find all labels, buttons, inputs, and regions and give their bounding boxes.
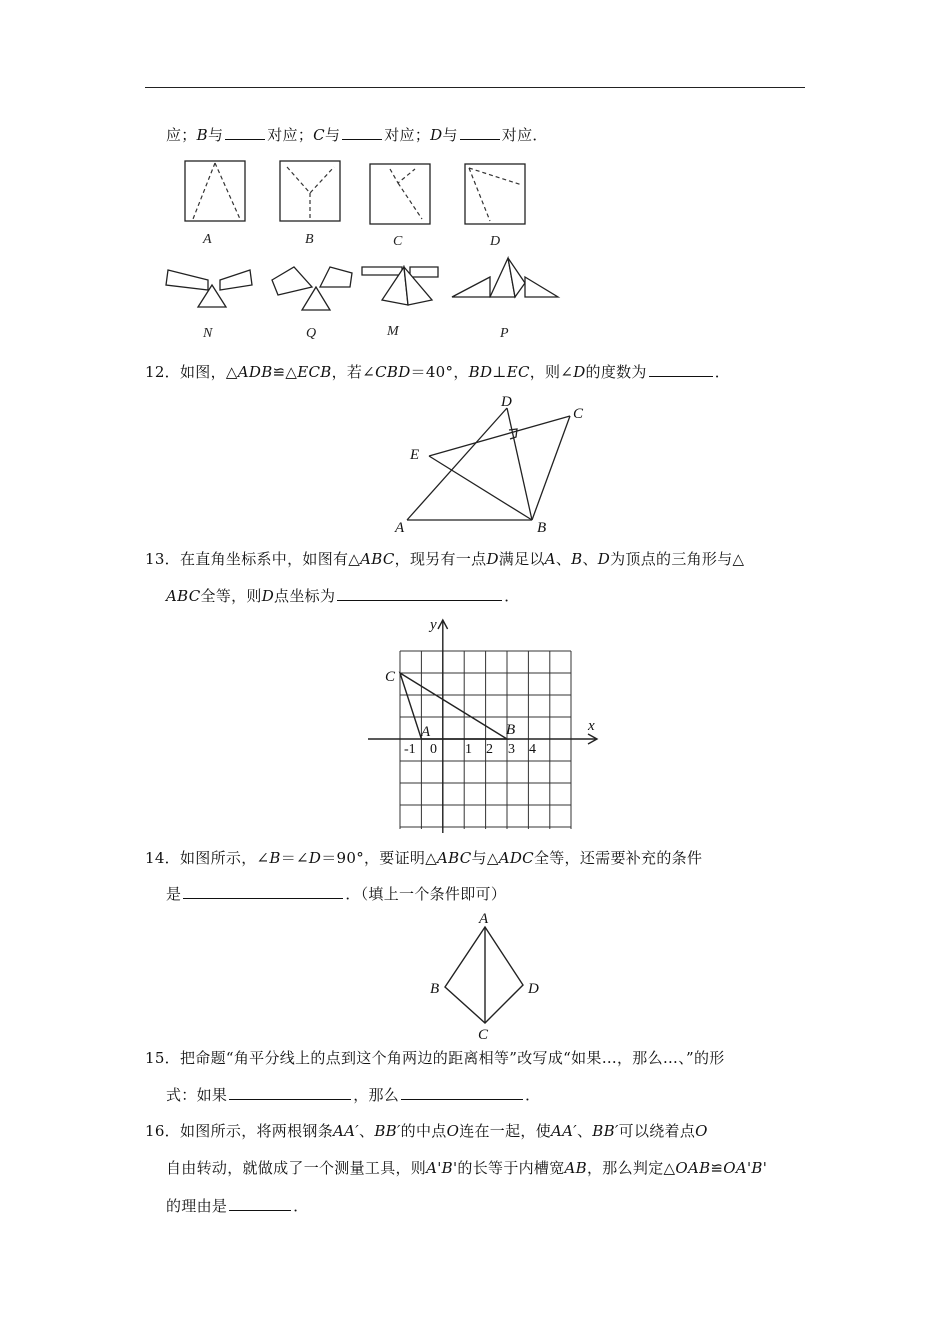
q14-l1e: 全等，还需要补充的条件 (533, 849, 703, 867)
q13-number: 13． (145, 550, 180, 568)
square-label-b: B (305, 232, 314, 247)
q12-label-e: E (410, 447, 420, 463)
q16-v6: O (695, 1122, 708, 1140)
q16-l1b: 、 (359, 1122, 375, 1140)
q12-t7: 的度数为 (585, 363, 647, 381)
q15-end: ． (525, 1086, 541, 1104)
q15-blank-then[interactable] (401, 1084, 523, 1100)
q13-label-c: C (385, 669, 396, 685)
q15-number: 15． (145, 1049, 180, 1067)
q16-v1: AA′ (333, 1122, 359, 1140)
q12-label-a: A (395, 520, 405, 536)
q14-line2 (166, 883, 506, 904)
q13-l2a: 全等，则 (200, 587, 262, 605)
q14-l1c: ＝90°，要证明△ (321, 849, 438, 867)
q14-v2: D (308, 849, 322, 867)
q14-v3: ABC (437, 849, 472, 867)
q13-label-a: A (421, 724, 431, 740)
q16-l3a: 的理由是 (166, 1197, 228, 1215)
q14-figure (420, 905, 550, 1045)
q16-v5: BB′ (592, 1122, 619, 1140)
q13-l2v2: D (261, 587, 275, 605)
q12-end: ． (714, 363, 731, 381)
q12-answer-blank[interactable] (649, 361, 713, 377)
q13-tick-3: 3 (508, 742, 515, 757)
q11-b-text: 与 (207, 126, 224, 144)
square-label-d: D (490, 234, 501, 249)
q11-c-after: 对应； (384, 126, 431, 144)
shape-label-m: M (387, 324, 399, 339)
q14-v4: ADC (498, 849, 534, 867)
q11-figure (160, 155, 570, 345)
q13-tick-2: 2 (486, 742, 493, 757)
q16-answer-blank[interactable] (229, 1195, 291, 1211)
q13-l1v3: A (544, 550, 556, 568)
q14-l2b: ．（填上一个条件即可） (345, 885, 507, 903)
square-d (465, 164, 525, 224)
q13-line2 (166, 585, 520, 606)
q15-line2 (166, 1084, 540, 1105)
q15-l2b: ，那么 (353, 1086, 400, 1104)
q16-l1c: 的中点 (400, 1122, 447, 1140)
q13-l1c: 满足以 (498, 550, 545, 568)
q16-l2b: 的长等于内槽宽 (457, 1159, 565, 1177)
q12-label-d: D (501, 394, 512, 410)
q12-text (145, 361, 730, 382)
q15-line1 (145, 1048, 725, 1068)
q13-y-label: y (430, 617, 437, 633)
q14-l1d: 与△ (471, 849, 499, 867)
q16-end: ． (293, 1197, 309, 1215)
q16-l1e: 、 (576, 1122, 593, 1140)
q13-graph (368, 615, 603, 835)
q11-prefix: 应； (166, 126, 197, 144)
q13-l2b: 点坐标为 (274, 587, 336, 605)
q13-l1f: 为顶点的三角形与△ (610, 550, 745, 568)
q14-line1 (145, 848, 702, 868)
q11-blank-c[interactable] (342, 124, 382, 140)
shape-label-q: Q (306, 326, 317, 341)
q16-l2c: ，那么判定△ (587, 1159, 676, 1177)
square-a (185, 161, 245, 221)
q16-l2a: 自由转动，就做成了一个测量工具，则 (166, 1159, 427, 1177)
q14-l1a: 如图所示，∠ (180, 849, 270, 867)
shape-label-p: P (500, 326, 509, 341)
q14-l1b: ＝∠ (280, 849, 309, 867)
q11-d-after: 对应． (501, 126, 548, 144)
q16-l1d: 连在一起，使 (459, 1122, 551, 1140)
q11-blank-b[interactable] (225, 124, 265, 140)
q15-l2a: 式：如果 (166, 1086, 228, 1104)
q12-t4: ＝40°， (410, 363, 469, 381)
q16-v9: OAB (675, 1159, 711, 1177)
q13-line1 (145, 549, 744, 569)
q12-v1: ADB (237, 363, 273, 381)
q16-line2 (166, 1158, 767, 1178)
q13-l1v5: D (597, 550, 611, 568)
q16-l1a: 如图所示，将两根钢条 (180, 1122, 334, 1140)
q13-l1v2: D (486, 550, 499, 568)
q11-c-text: 与 (324, 126, 341, 144)
q15-blank-if[interactable] (229, 1084, 351, 1100)
q14-label-b: B (430, 981, 440, 997)
q13-l1v1: ABC (360, 550, 395, 568)
q13-tick-4: 4 (529, 742, 536, 757)
q16-v8: AB (564, 1159, 587, 1177)
q12-label-c: C (573, 406, 584, 422)
q11-d-var: D (430, 126, 443, 144)
q15-l1: 把命题“角平分线上的点到这个角两边的距离相等”改写成“如果…，那么…、”的形 (180, 1049, 725, 1067)
q11-blank-d[interactable] (460, 124, 500, 140)
q11-c-var: C (313, 126, 325, 144)
q13-l2v1: ABC (166, 587, 201, 605)
q12-v3: CBD (375, 363, 411, 381)
q14-l2a: 是 (166, 885, 182, 903)
q13-tick-1: 1 (465, 742, 472, 757)
q12-figure (385, 392, 595, 537)
q13-end: ． (504, 587, 520, 605)
q11-d-text: 与 (442, 126, 458, 144)
q14-label-d: D (528, 981, 539, 997)
q13-tick-0: 0 (430, 742, 437, 757)
q14-label-c: C (478, 1027, 489, 1043)
header-rule (145, 87, 805, 88)
q12-label-b: B (537, 520, 547, 536)
q12-t6: ，则∠ (529, 363, 574, 381)
q12-v4: BD (468, 363, 493, 381)
q16-number: 16． (145, 1122, 180, 1140)
q14-answer-blank[interactable] (183, 883, 343, 899)
q16-l1f: 可以绕着点 (618, 1122, 696, 1140)
q16-v4: AA′ (551, 1122, 577, 1140)
q13-answer-blank[interactable] (337, 585, 502, 601)
q16-line1 (145, 1121, 708, 1141)
q16-v7: A'B' (426, 1159, 458, 1177)
q11-b-after: 对应； (267, 126, 314, 144)
q16-v2: BB′ (374, 1122, 401, 1140)
q13-l1e: 、 (582, 550, 598, 568)
q12-v6: D (573, 363, 586, 381)
q12-number: 12． (145, 363, 180, 381)
shape-label-n: N (203, 326, 213, 341)
q13-label-b: B (506, 722, 516, 738)
q12-t3: ，若∠ (331, 363, 376, 381)
q13-l1v4: B (571, 550, 583, 568)
square-label-c: C (393, 234, 403, 249)
q11-text (166, 124, 548, 145)
q16-line3 (166, 1195, 309, 1216)
q12-t2: ≌△ (272, 363, 298, 381)
q12-t5: ⊥ (492, 363, 507, 381)
q12-t1: 如图，△ (180, 363, 238, 381)
q13-x-label: x (588, 718, 595, 734)
q12-v5: EC (506, 363, 530, 381)
q13-l1a: 在直角坐标系中，如图有△ (180, 550, 361, 568)
q14-v1: B (269, 849, 281, 867)
square-label-a: A (203, 232, 212, 247)
q12-v2: ECB (297, 363, 332, 381)
q14-label-a: A (479, 911, 489, 927)
q16-v10: OA'B' (723, 1159, 768, 1177)
q14-number: 14． (145, 849, 180, 867)
q13-tick-neg1: -1 (404, 742, 416, 757)
q13-l1d: 、 (555, 550, 572, 568)
q16-l2d: ≌ (710, 1159, 724, 1177)
q13-l1b: ，现另有一点 (394, 550, 487, 568)
q11-b-var: B (196, 126, 208, 144)
square-c (370, 164, 430, 224)
q16-v3: O (446, 1122, 460, 1140)
